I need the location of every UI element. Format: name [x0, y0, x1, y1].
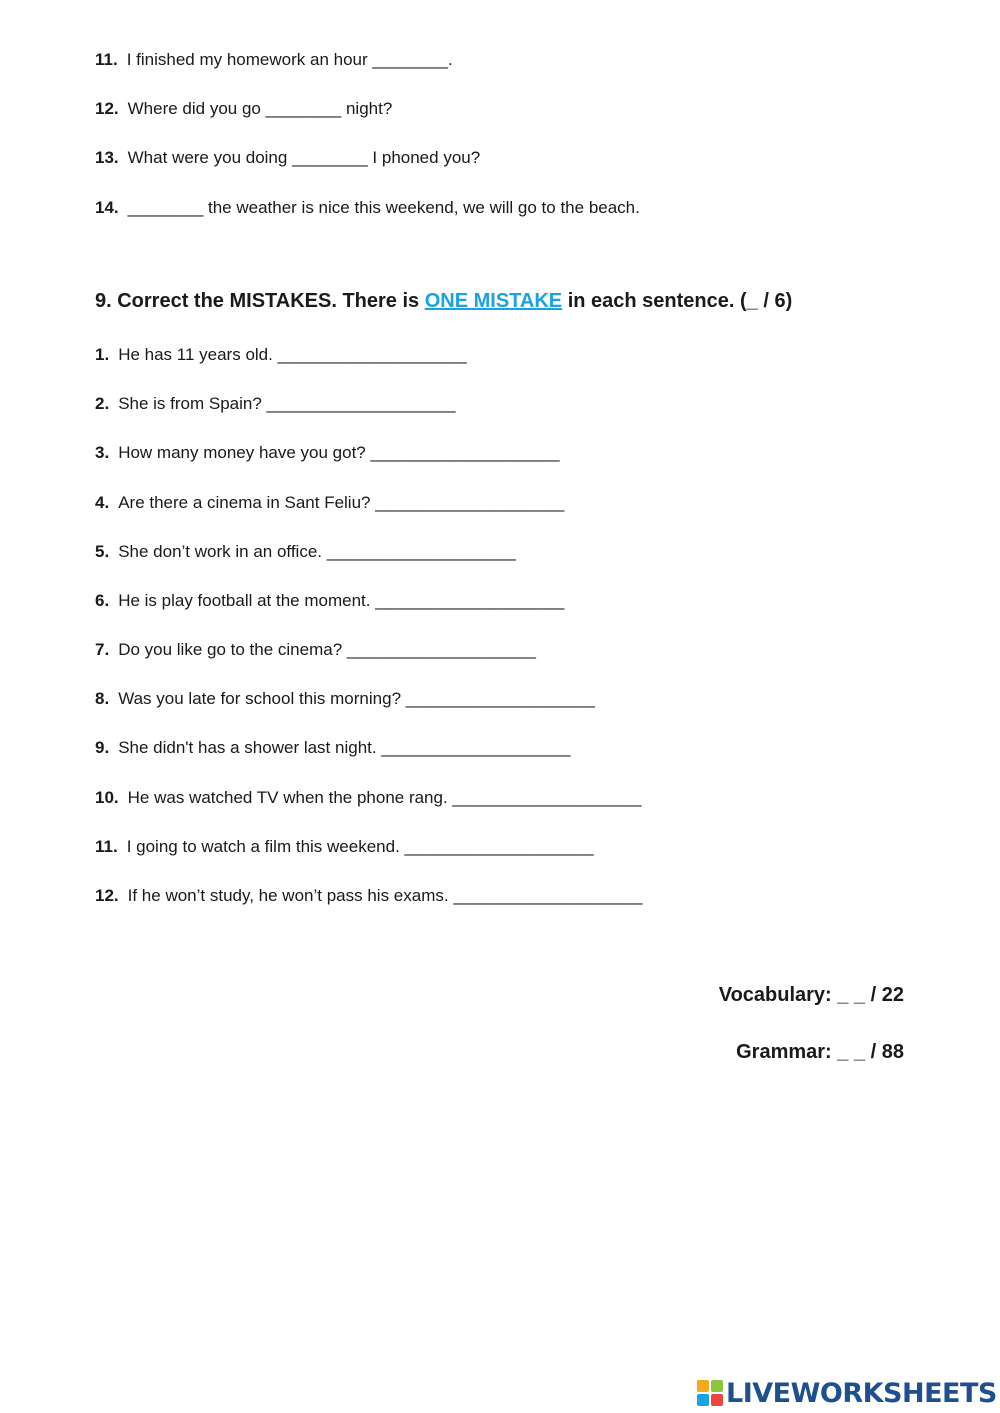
question-13	[95, 147, 480, 169]
item-text: Do you like go to the cinema? ____________________	[118, 640, 536, 659]
item-text: If he won’t study, he won’t pass his exams. ____________________	[127, 886, 643, 905]
item-number: 3.	[95, 443, 110, 462]
question-number: 14.	[95, 198, 119, 217]
grammar-score: Grammar: _ _ / 88	[736, 1041, 904, 1063]
item-text: She didn't has a shower last night. ____________________	[118, 738, 571, 757]
liveworksheets-logo[interactable]	[697, 1378, 997, 1408]
mistake-item-9	[95, 737, 570, 759]
question-number: 11.	[95, 50, 118, 69]
question-text: ________ the weather is nice this weekend, we will go to the beach.	[127, 198, 640, 217]
question-number: 13.	[95, 148, 119, 167]
heading-text-end: in each sentence. (_ / 6)	[562, 290, 793, 312]
mistake-item-1	[95, 344, 467, 366]
mistake-item-2	[95, 393, 456, 415]
item-number: 6.	[95, 591, 110, 610]
mistake-item-5	[95, 541, 516, 563]
question-12	[95, 98, 392, 120]
logo-text: LIVEWORKSHEETS	[726, 1377, 997, 1409]
question-number: 12.	[95, 99, 119, 118]
item-text: He has 11 years old. ____________________	[118, 345, 467, 364]
item-text: He is play football at the moment. ____________________	[118, 591, 565, 610]
question-text: Where did you go ________ night?	[127, 99, 393, 118]
logo-square-2	[711, 1380, 723, 1392]
mistake-item-3	[95, 442, 560, 464]
item-number: 9.	[95, 738, 110, 757]
item-number: 2.	[95, 394, 110, 413]
item-number: 11.	[95, 837, 118, 856]
item-number: 8.	[95, 689, 110, 708]
item-number: 5.	[95, 542, 110, 561]
item-number: 12.	[95, 886, 119, 905]
heading-text: 9. Correct the MISTAKES. There is	[95, 290, 425, 312]
heading-highlight-link[interactable]: ONE MISTAKE	[424, 290, 563, 312]
mistake-item-10	[95, 787, 642, 809]
item-text: Are there a cinema in Sant Feliu? ____________________	[118, 493, 565, 512]
item-text: How many money have you got? ____________________	[118, 443, 560, 462]
mistake-item-12	[95, 885, 642, 907]
item-text: Was you late for school this morning? ____________________	[118, 689, 595, 708]
item-text: She is from Spain? ____________________	[118, 394, 456, 413]
logo-square-4	[711, 1394, 723, 1406]
question-text: I finished my homework an hour ________.	[126, 50, 453, 69]
mistake-item-6	[95, 590, 564, 612]
section-9-heading	[95, 288, 792, 314]
item-number: 4.	[95, 493, 110, 512]
item-number: 1.	[95, 345, 110, 364]
mistake-item-4	[95, 492, 564, 514]
question-text: What were you doing ________ I phoned you?	[127, 148, 481, 167]
item-number: 7.	[95, 640, 110, 659]
item-number: 10.	[95, 788, 119, 807]
liveworksheets-logo-icon	[697, 1380, 723, 1406]
question-11	[95, 49, 453, 71]
item-text: She don’t work in an office. ____________________	[118, 542, 516, 561]
logo-square-3	[697, 1394, 709, 1406]
question-14	[95, 197, 640, 219]
mistake-item-8	[95, 688, 595, 710]
mistake-item-7	[95, 639, 536, 661]
item-text: He was watched TV when the phone rang. ____________________	[127, 788, 642, 807]
item-text: I going to watch a film this weekend. ____________________	[126, 837, 594, 856]
logo-square-1	[697, 1380, 709, 1392]
vocabulary-score: Vocabulary: _ _ / 22	[718, 984, 904, 1006]
mistake-item-11	[95, 836, 594, 858]
